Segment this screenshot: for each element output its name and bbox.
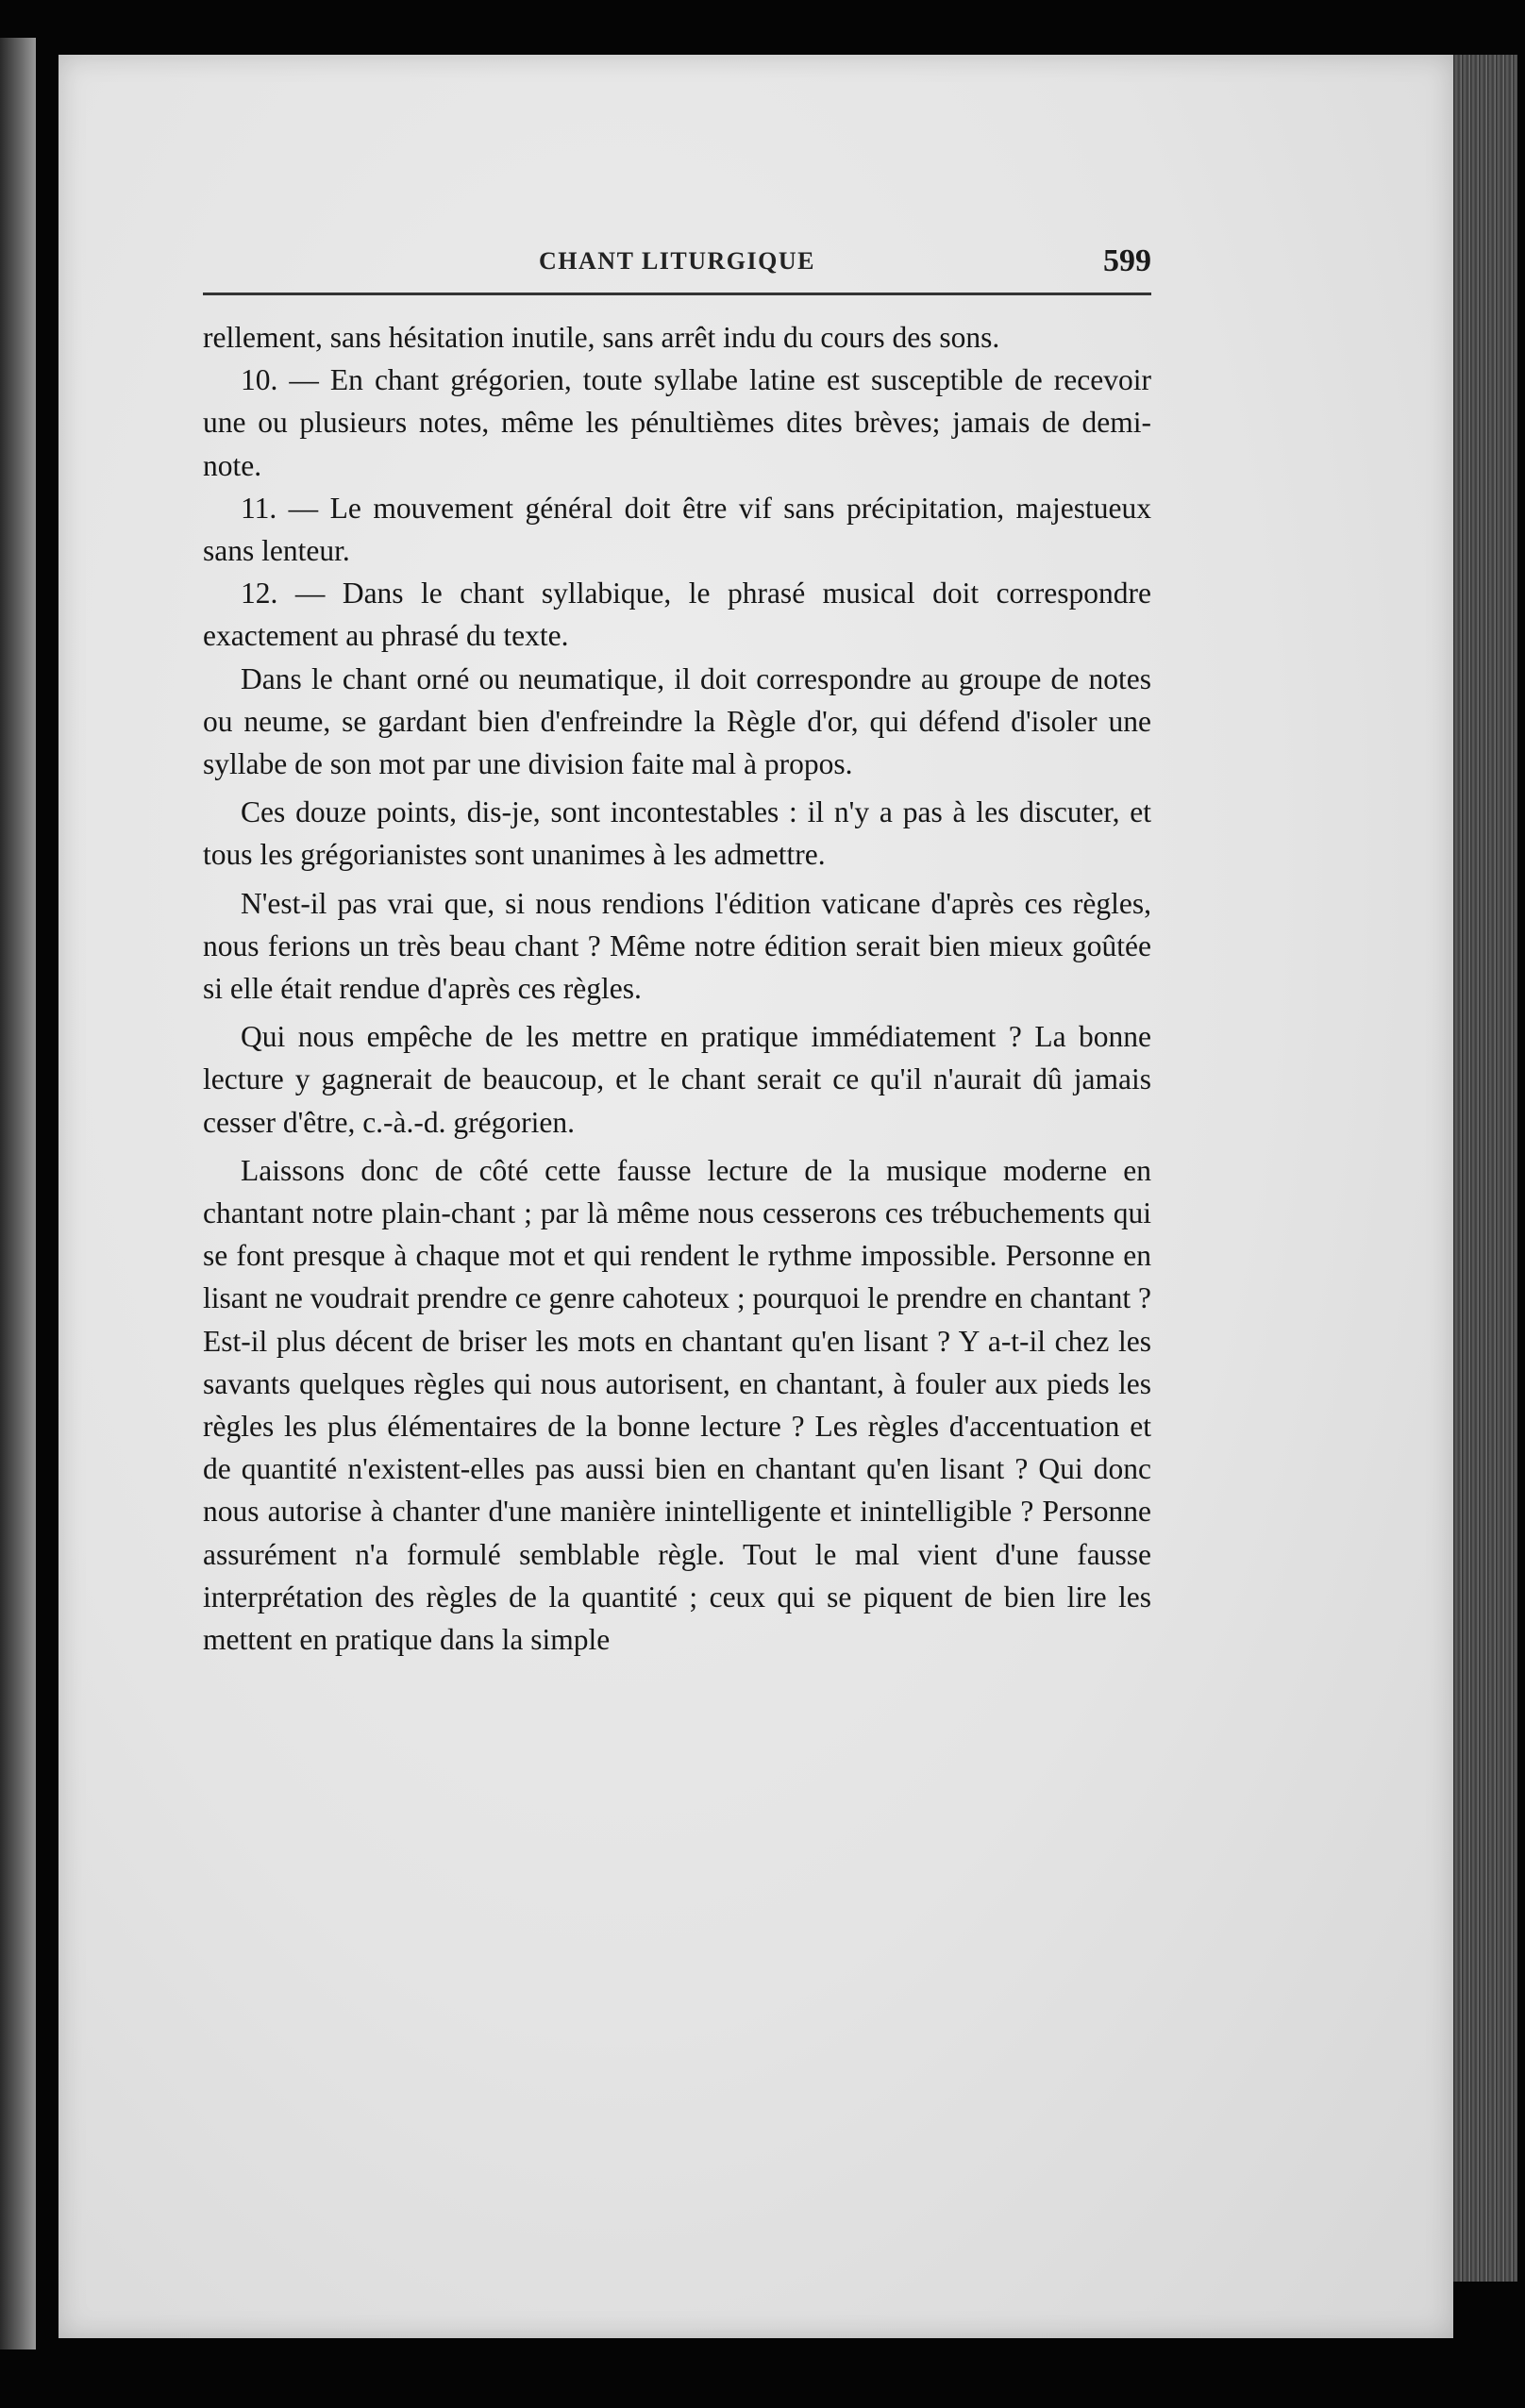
- book-gutter-left: [0, 38, 36, 2349]
- paragraph-8: Qui nous empêche de les mettre en pratique immédiatement ? La bonne lecture y gagnerait de beaucoup, et le chant serait ce qu'il n'aurait dû jamais cesser d'être, c.-à.-d. grégorien.: [203, 1020, 1151, 1139]
- paragraph-4: 12. — Dans le chant syllabique, le phrasé musical doit correspondre exactement au phrasé du texte.: [203, 577, 1151, 653]
- paragraph-3: 11. — Le mouvement général doit être vif sans précipitation, majestueux sans lenteur.: [203, 491, 1151, 568]
- paragraph-6: Ces douze points, dis-je, sont incontestables : il n'y a pas à les discuter, et tous les grégorianistes sont unanimes à les admettre.: [203, 795, 1151, 872]
- paragraph-7: N'est-il pas vrai que, si nous rendions l'édition vaticane d'après ces règles, nous ferions un très beau chant ? Même notre édition serait bien mieux goûtée si elle était rendue d'après ces règles.: [203, 886, 1151, 1006]
- paragraph-5: Dans le chant orné ou neumatique, il doit correspondre au groupe de notes ou neume, se gardant bien d'enfreindre la Règle d'or, qui défend d'isoler une syllabe de son mot par une division faite mal à propos.: [203, 661, 1151, 781]
- header-rule: [203, 293, 1151, 295]
- paragraph-1: rellement, sans hésitation inutile, sans arrêt indu du cours des sons.: [203, 321, 1000, 354]
- paragraph-2: 10. — En chant grégorien, toute syllabe latine est susceptible de recevoir une ou plusieurs notes, même les pénultièmes dites brèves; jamais de demi-note.: [203, 363, 1151, 482]
- running-head: [203, 243, 1151, 294]
- running-title: CHANT LITURGIQUE: [539, 247, 815, 275]
- page-edges-right: [1453, 55, 1517, 2282]
- body-text: [203, 316, 1151, 1661]
- paragraph-9: Laissons donc de côté cette fausse lecture de la musique moderne en chantant notre plain-chant ; par là même nous cesserons ces trébuchements qui se font presque à chaque mot et qui rendent le rythme impossible. Personne en lisant ne voudrait prendre ce genre cahoteux ; pourquoi le prendre en chantant ? Est-il plus décent de briser les mots en chantant qu'en lisant ? Y a-t-il chez les savants quelques règles qui nous autorisent, en chantant, à fouler aux pieds les règles les plus élémentaires de la bonne lecture ? Les règles d'accentuation et de quantité n'existent-elles pas aussi bien en chantant qu'en lisant ? Qui donc nous autorise à chanter d'une manière inintelligente et inintelligible ? Personne assurément n'a formulé semblable règle. Tout le mal vient d'une fausse interprétation des règles de la quantité ; ceux qui se piquent de bien lire les mettent en pratique dans la simple: [203, 1153, 1151, 1657]
- page-number: 599: [1103, 243, 1151, 278]
